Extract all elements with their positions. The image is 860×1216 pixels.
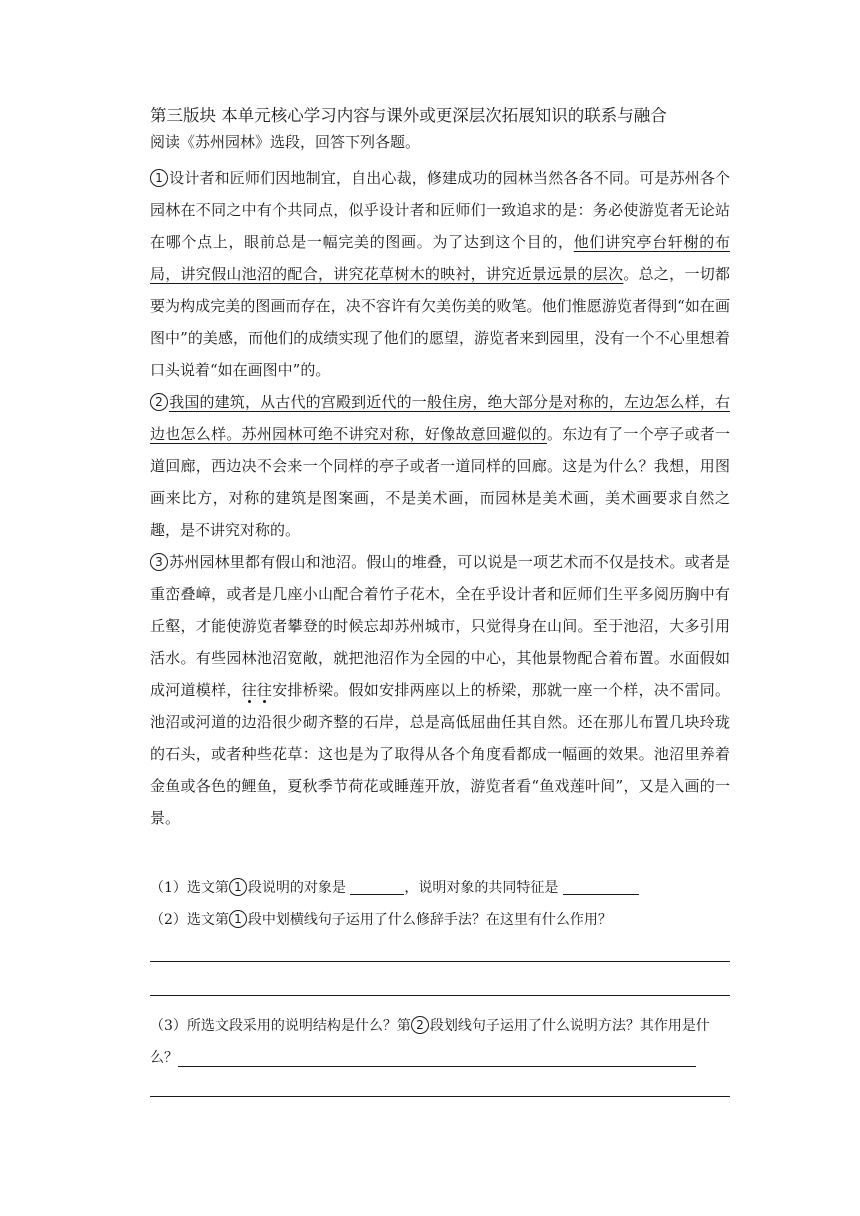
question-text: （3）所选文段采用的说明结构是什么？第: [150, 1018, 411, 1034]
question-3-block: [150, 1010, 730, 1074]
answer-line[interactable]: [150, 961, 730, 962]
paragraph-number: 1: [150, 169, 168, 187]
question-text: 段划线句子运用了什么说明方法？其作用是什么？: [150, 1018, 710, 1066]
underlined-sentence: 他们讲究亭台轩榭的布局，讲究假山池沼的配合，讲究花草树木的映衬，讲究近景远景的层次: [150, 233, 730, 283]
emphasis-dotted-char: 往: [241, 681, 257, 699]
reading-instruction: 阅读《苏州园林》选段，回答下列各题。: [150, 133, 421, 151]
answer-line[interactable]: [150, 1096, 730, 1097]
paragraph-text: 设计者和匠师们因地制宜，自出心裁，修建成功的园林当然各各不同。可是苏州各个园林在不同之中有个共同点，似乎设计者和匠师们一致追求的是：务必使游览者无论站在哪个点上，眼前总是一幅完美的图画。为了达到这个目的，: [150, 169, 730, 251]
paragraph-number: 2: [411, 1016, 429, 1034]
questions: [150, 872, 730, 936]
paragraph-text: 安排桥梁。假如安排两座以上的桥梁，那就一座一个样，决不雷同。池沼或河道的边沿很少砌齐整的石岸，总是高低屈曲任其自然。还在那儿布置几块玲珑的石头，或者种些花草：这也是为了取得从各个角度看都成一幅画的效果。池沼里养着金鱼或各色的鲤鱼，夏秋季节荷花或睡莲开放，游览者看“鱼戏莲叶间”，又是入画的一景。: [150, 681, 730, 827]
paragraph-text: 。总之，一切都要为构成完美的图画而存在，决不容许有欠美伤美的败笔。他们惟愿游览者得到“如在画图中”的美感，而他们的成绩实现了他们的愿望，游览者来到园里，没有一个不心里想着口头说着“如在画图中”的。: [150, 265, 730, 379]
paragraph-2: [150, 386, 730, 546]
question-text: 段说明的对象是: [247, 880, 351, 896]
question-1: [150, 872, 730, 904]
paragraph-text: 。东边有了一个亭子或者一道回廊，西边决不会来一个同样的亭子或者一道同样的回廊。这是为什么？我想，用图画来比方，对称的建筑是图案画，不是美术画，而园林是美术画，美术画要求自然之趣，是不讲究对称的。: [150, 425, 730, 539]
underlined-sentence: 我国的建筑，从古代的宫殿到近代的一般住房，绝大部分是对称的，左边怎么样，右边也怎么样。苏州园林可绝不讲究对称，好像故意回避似的: [150, 393, 730, 443]
emphasis-dotted-char: 往: [256, 681, 273, 699]
question-text: （2）选文第: [150, 912, 229, 928]
question-3: [150, 1010, 730, 1074]
question-text: 段中划横线句子运用了什么修辞手法？在这里有什么作用？: [247, 912, 612, 928]
paragraph-1: [150, 162, 730, 386]
paragraph-number: 1: [229, 878, 247, 896]
paragraph-number: 3: [150, 553, 168, 571]
paragraph-number: 1: [229, 910, 247, 928]
answer-blank-feature[interactable]: [563, 876, 639, 895]
answer-blank-object[interactable]: [350, 876, 404, 895]
question-text: ，说明对象的共同特征是: [404, 880, 563, 896]
paragraph-text: 苏州园林里都有假山和池沼。假山的堆叠，可以说是一项艺术而不仅是技术。或者是重峦叠嶂，或者是几座小山配合着竹子花木，全在乎设计者和匠师们生平多阅历胸中有丘壑，才能使游览者攀登的时候忘却苏州城市，只觉得身在山间。至于池沼，大多引用活水。有些园林池沼宽敞，就把池沼作为全园的中心，其他景物配合着布置。水面假如成河道模样，: [150, 553, 730, 699]
question-text: （1）选文第: [150, 880, 229, 896]
section-title: 第三版块 本单元核心学习内容与课外或更深层次拓展知识的联系与融合: [150, 106, 667, 125]
reading-passage: [150, 162, 730, 834]
answer-line[interactable]: [150, 995, 730, 996]
answer-blank-inline[interactable]: [178, 1048, 696, 1067]
question-2: [150, 904, 730, 936]
paragraph-3: [150, 546, 730, 834]
paragraph-number: 2: [150, 393, 168, 411]
